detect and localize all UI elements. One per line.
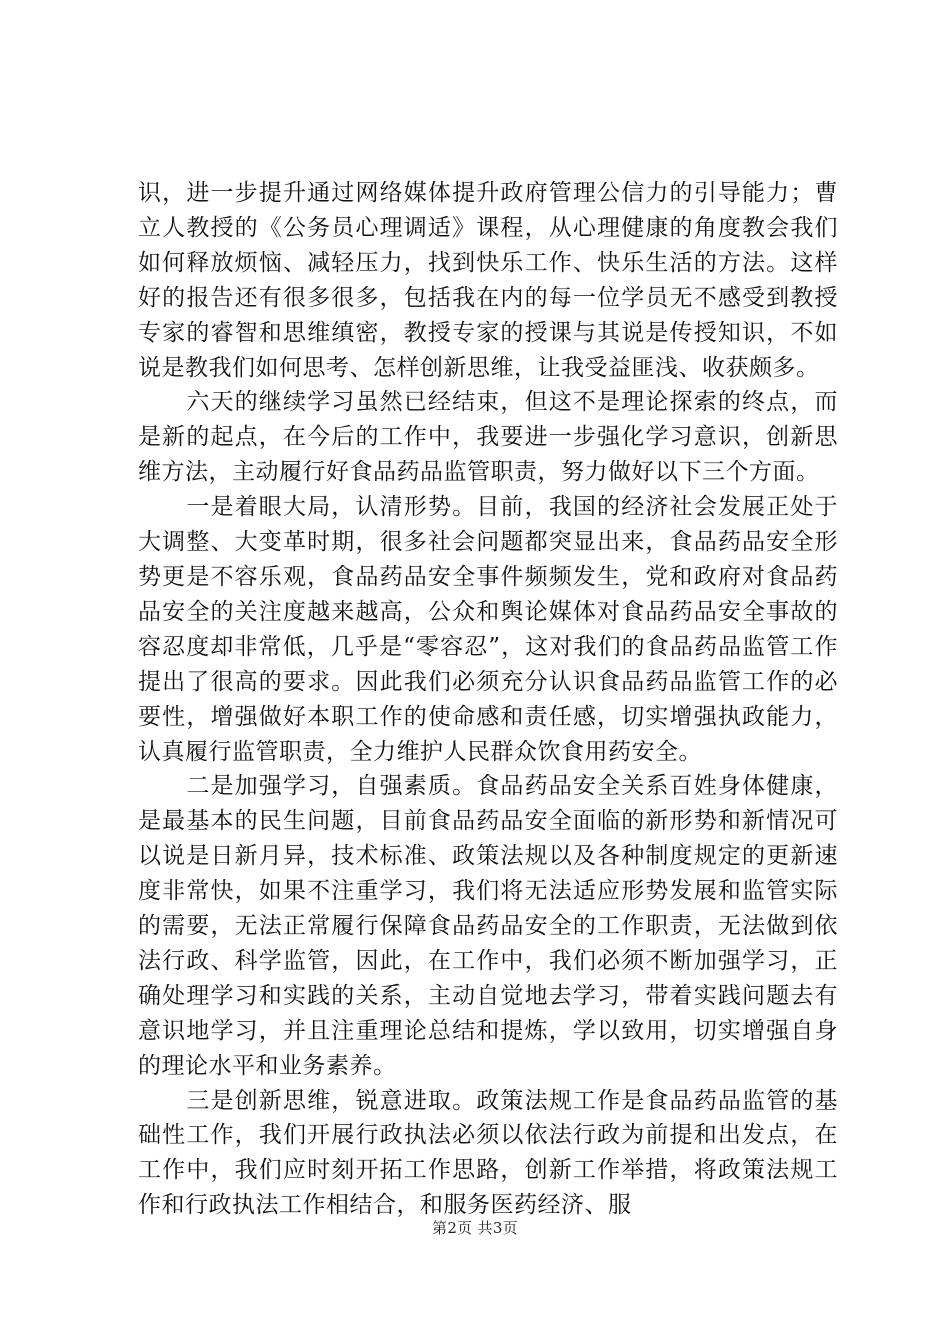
paragraph-1: 识，进一步提升通过网络媒体提升政府管理公信力的引导能力；曹立人教授的《公务员心理调适》课程，从心理健康的角度教会我们如何释放烦恼、减轻压力，找到快乐工作、快乐生活的方法。这样好的报告还有很多很多，包括我在内的每一位学员无不感受到教授专家的睿智和思维缜密，教授专家的授课与其说是传授知识，不如说是教我们如何思考、怎样创新思维，让我受益匪浅、收获颇多。	[138, 180, 838, 381]
paragraph-3: 一是着眼大局，认清形势。目前，我国的经济社会发展正处于大调整、大变革时期，很多社会问题都突显出来，食品药品安全形势更是不容乐观，食品药品安全事件频频发生，党和政府对食品药品安全的关注度越来越高，公众和舆论媒体对食品药品安全事故的容忍度却非常低，几乎是“零容忍”，这对我们的食品药品监管工作提出了很高的要求。因此我们必须充分认识食品药品监管工作的必要性，增强做好本职工作的使命感和责任感，切实增强执政能力，认真履行监管职责，全力维护人民群众饮食用药安全。	[138, 494, 838, 765]
document-body	[138, 176, 838, 1223]
paragraph-5: 三是创新思维，锐意进取。政策法规工作是食品药品监管的基础性工作，我们开展行政执法必须以依法行政为前提和出发点，在工作中，我们应时刻开拓工作思路，创新工作举措，将政策法规工作和行政执法工作相结合，和服务医药经济、服	[138, 1087, 838, 1219]
page-footer: 第2页 共3页	[432, 1219, 518, 1237]
paragraph-2: 六天的继续学习虽然已经结束，但这不是理论探索的终点，而是新的起点，在今后的工作中，我要进一步强化学习意识，创新思维方法，主动履行好食品药品监管职责，努力做好以下三个方面。	[138, 389, 838, 486]
paragraph-4: 二是加强学习，自强素质。食品药品安全关系百姓身体健康，是最基本的民生问题，目前食品药品安全面临的新形势和新情况可以说是日新月异，技术标准、政策法规以及各种制度规定的更新速度非常快，如果不注重学习，我们将无法适应形势发展和监管实际的需要，无法正常履行保障食品药品安全的工作职责，无法做到依法行政、科学监管，因此，在工作中，我们必须不断加强学习，正确处理学习和实践的关系，主动自觉地去学习，带着实践问题去有意识地学习，并且注重理论总结和提炼，学以致用，切实增强自身的理论水平和业务素养。	[138, 773, 838, 1079]
